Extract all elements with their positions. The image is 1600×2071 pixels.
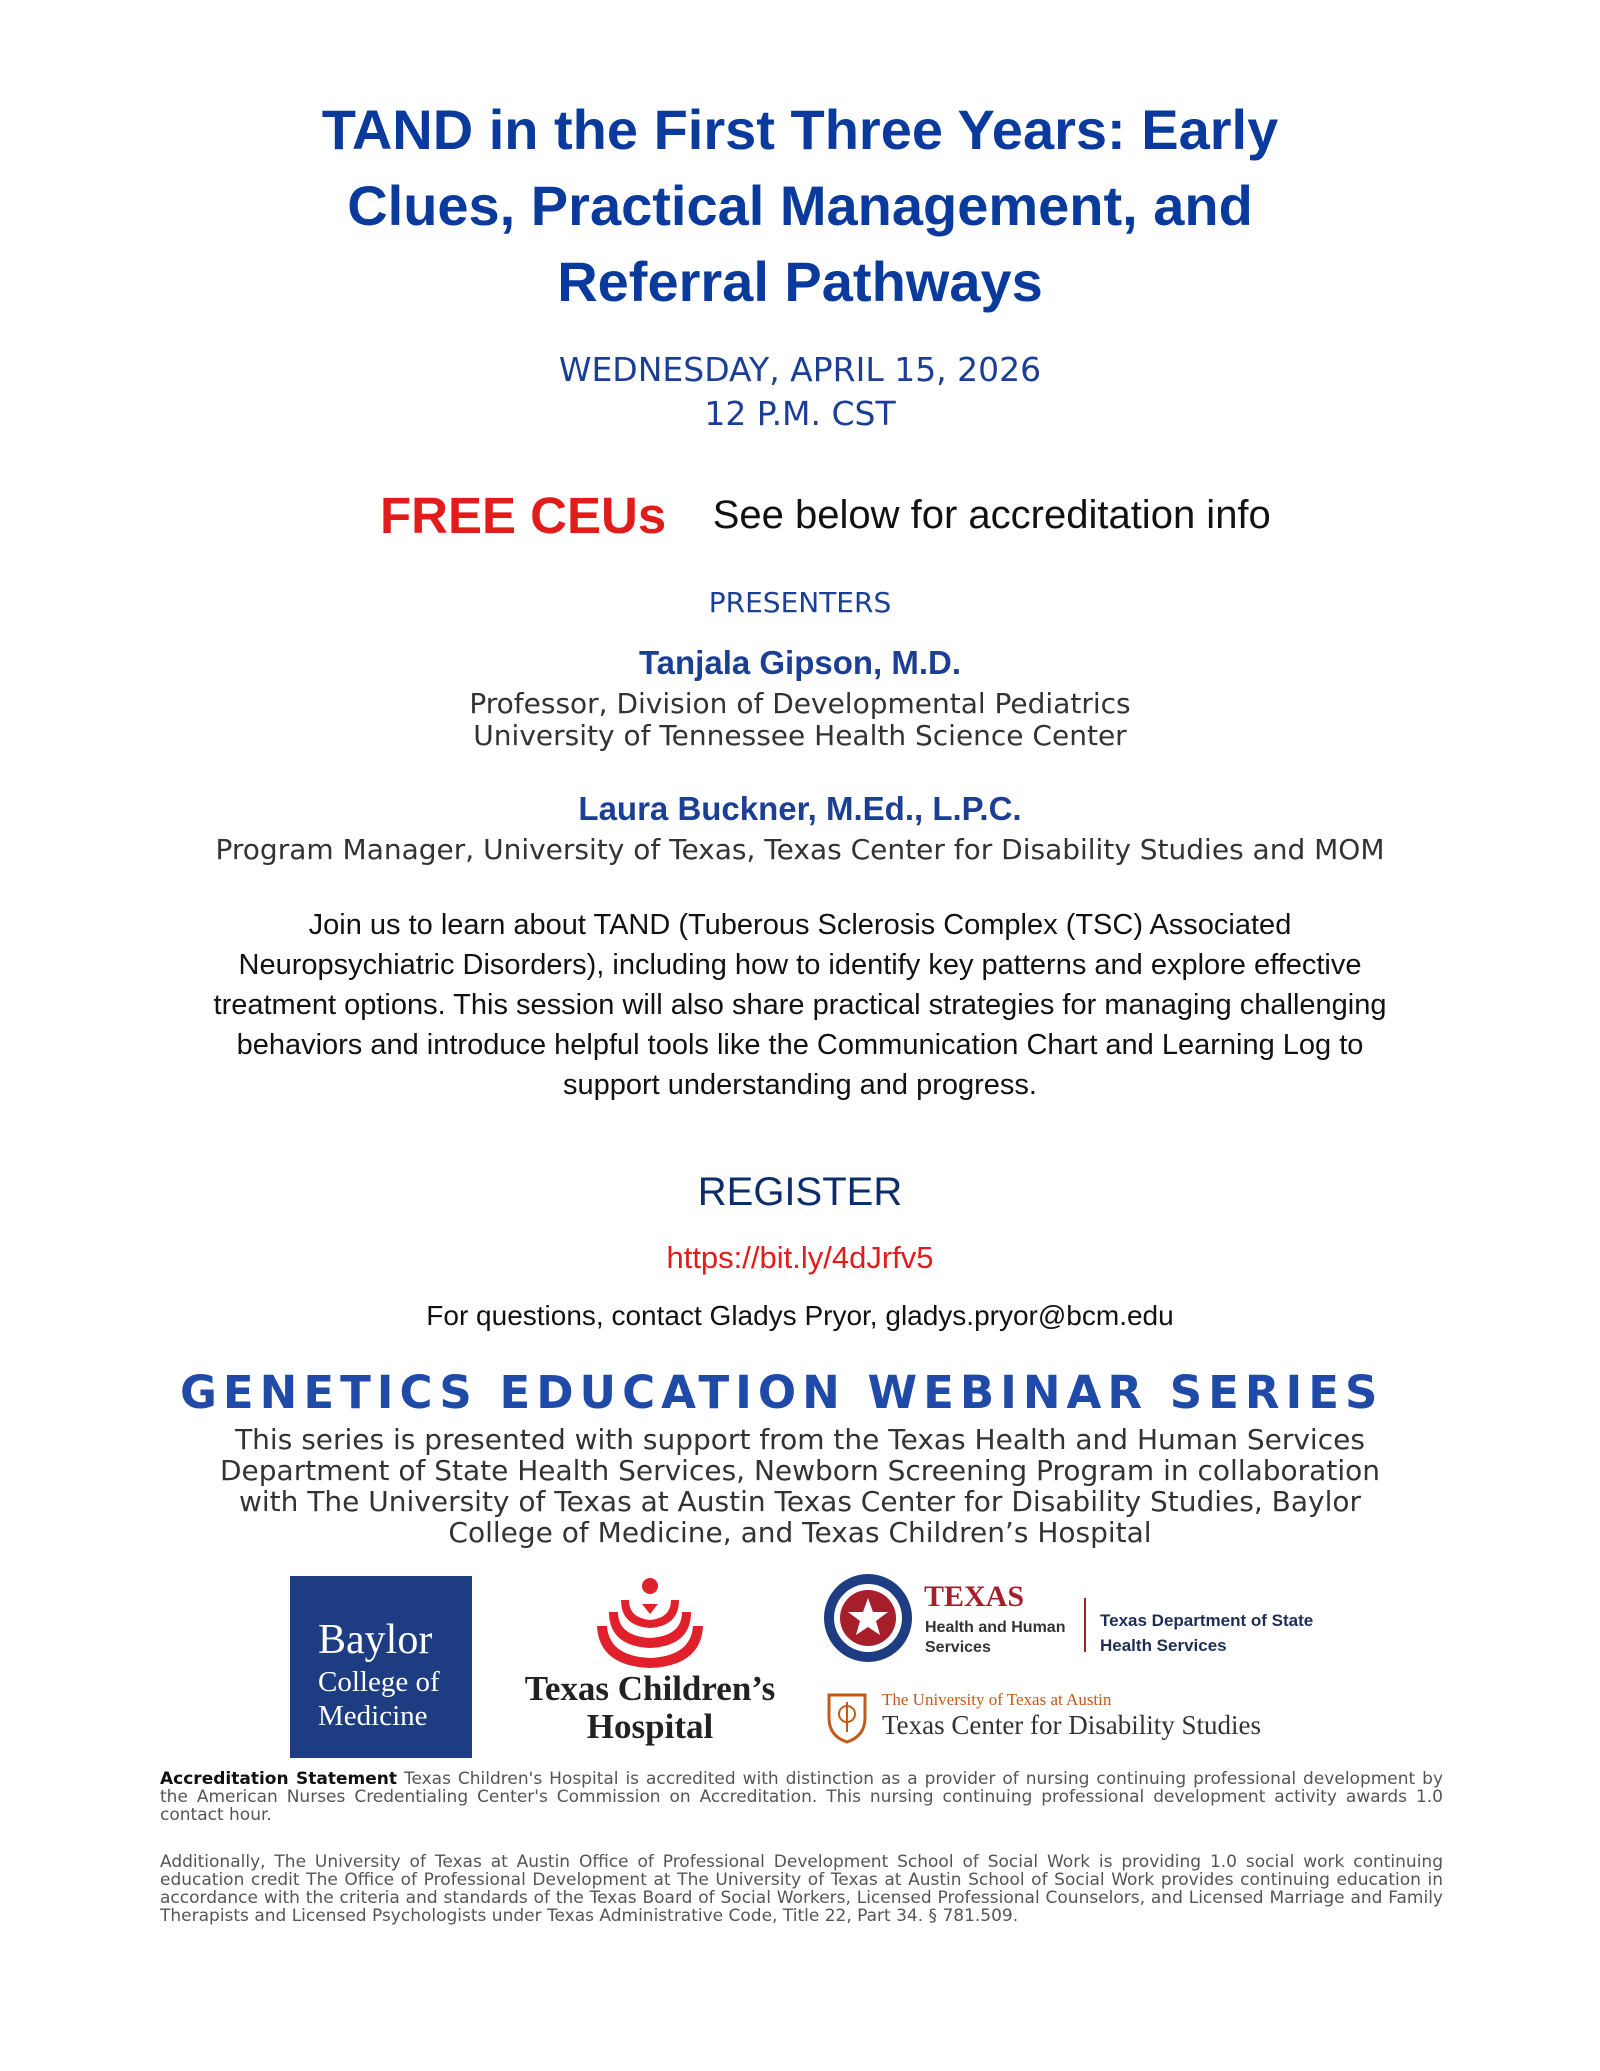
presenter-1 xyxy=(0,644,1600,752)
baylor-logo-line: College of xyxy=(318,1666,440,1698)
presenter-affiliation-line: Program Manager, University of Texas, Texas Center for Disability Studies and MOM xyxy=(215,833,1385,866)
tch-line: Texas Children’s xyxy=(524,1669,776,1708)
register-link-row xyxy=(0,1240,1600,1276)
additional-accreditation: Additionally, The University of Texas at Austin Office of Professional Development School of Social Work is providing 1.0 social work continuing education credit The Office of Professional Development at The University of Texas at Austin School of Social Work provides continuing education in accordance with the criteria and standards of the Texas Board of Social Workers, Licensed Professional Counselors, and Licensed Marriage and Family Therapists and Licensed Psychologists under Texas Administrative Code, Title 22, Part 34. § 781.509. xyxy=(160,1852,1443,1926)
logo-divider xyxy=(1084,1598,1086,1652)
support-line: College of Medicine, and Texas Children’s Hospital xyxy=(448,1516,1152,1549)
free-ceus-label: FREE CEUs xyxy=(380,487,667,544)
title-line-1: TAND in the First Three Years: Early xyxy=(321,98,1279,161)
register-link[interactable]: https://bit.ly/4dJrfv5 xyxy=(666,1240,934,1275)
texas-childrens-logo xyxy=(505,1574,795,1759)
dshs-line: Health Services xyxy=(1100,1636,1227,1655)
presenter-2 xyxy=(0,790,1600,866)
description-line: Neuropsychiatric Disorders), including how to identify key patterns and explore effective xyxy=(238,949,1362,981)
presenter-name: Tanjala Gipson, M.D. xyxy=(638,644,962,681)
hhs-subtitle-line: Services xyxy=(925,1639,991,1656)
tch-emblem-icon xyxy=(505,1574,795,1670)
texas-hhs-logo xyxy=(822,1578,1322,1658)
tch-line: Hospital xyxy=(586,1707,714,1746)
support-line: with The University of Texas at Austin Texas Center for Disability Studies, Baylor xyxy=(238,1485,1362,1518)
event-time: 12 P.M. CST xyxy=(704,394,896,433)
support-line: Department of State Health Services, Newborn Screening Program in collaboration xyxy=(220,1454,1380,1487)
ut-shield-icon xyxy=(826,1692,868,1744)
tch-wordmark xyxy=(505,1670,795,1746)
presenter-name: Laura Buckner, M.Ed., L.P.C. xyxy=(578,790,1022,827)
contact-info: For questions, contact Gladys Pryor, gladys.pryor@bcm.edu xyxy=(426,1300,1174,1331)
ut-tcds-logo xyxy=(826,1690,1326,1750)
title-line-2: Clues, Practical Management, and xyxy=(347,174,1253,237)
ceu-row xyxy=(380,486,1271,545)
presenter-affiliation-line: University of Tennessee Health Science Center xyxy=(473,719,1127,752)
accreditation-statement xyxy=(160,1770,1443,1824)
event-date: WEDNESDAY, APRIL 15, 2026 xyxy=(558,350,1042,389)
accreditation-label: Accreditation Statement xyxy=(160,1769,397,1789)
description-line: support understanding and progress. xyxy=(563,1069,1037,1101)
dshs-name xyxy=(1100,1608,1313,1658)
ut-name: The University of Texas at Austin xyxy=(882,1690,1112,1709)
description-line: Join us to learn about TAND (Tuberous Sclerosis Complex (TSC) Associated xyxy=(308,909,1292,941)
baylor-logo xyxy=(290,1576,472,1758)
title-line-3: Referral Pathways xyxy=(557,250,1043,313)
baylor-logo-line: Baylor xyxy=(318,1617,433,1663)
event-datetime xyxy=(0,348,1600,436)
presenter-affiliation-line: Professor, Division of Developmental Pediatrics xyxy=(469,687,1131,720)
series-support-text xyxy=(150,1424,1450,1548)
description-line: behaviors and introduce helpful tools like the Communication Chart and Learning Log to xyxy=(236,1029,1364,1061)
event-title xyxy=(0,92,1600,320)
hhs-subtitle xyxy=(925,1618,1065,1658)
support-line: This series is presented with support from the Texas Health and Human Services xyxy=(235,1423,1365,1456)
presenters-heading: PRESENTERS xyxy=(708,586,892,619)
hhs-subtitle-line: Health and Human xyxy=(925,1619,1066,1636)
event-description xyxy=(150,905,1450,1105)
baylor-logo-line: Medicine xyxy=(318,1700,428,1732)
description-line: treatment options. This session will also share practical strategies for managing challenging xyxy=(213,989,1387,1021)
hhs-texas-word: TEXAS xyxy=(924,1580,1025,1613)
accreditation-note: See below for accreditation info xyxy=(712,493,1271,537)
register-heading: REGISTER xyxy=(697,1170,903,1214)
tcds-name: Texas Center for Disability Studies xyxy=(882,1710,1262,1740)
series-title: GENETICS EDUCATION WEBINAR SERIES xyxy=(180,1366,1384,1419)
dshs-line: Texas Department of State xyxy=(1100,1611,1314,1630)
texas-seal-icon xyxy=(822,1572,914,1664)
accreditation-text: Texas Children's Hospital is accredited with distinction as a provider of nursing continuing professional development by the American Nurses Credentialing Center's Commission on Accreditation. This nursing continuing professional development activity awards 1.0 contact hour. xyxy=(160,1769,1443,1825)
